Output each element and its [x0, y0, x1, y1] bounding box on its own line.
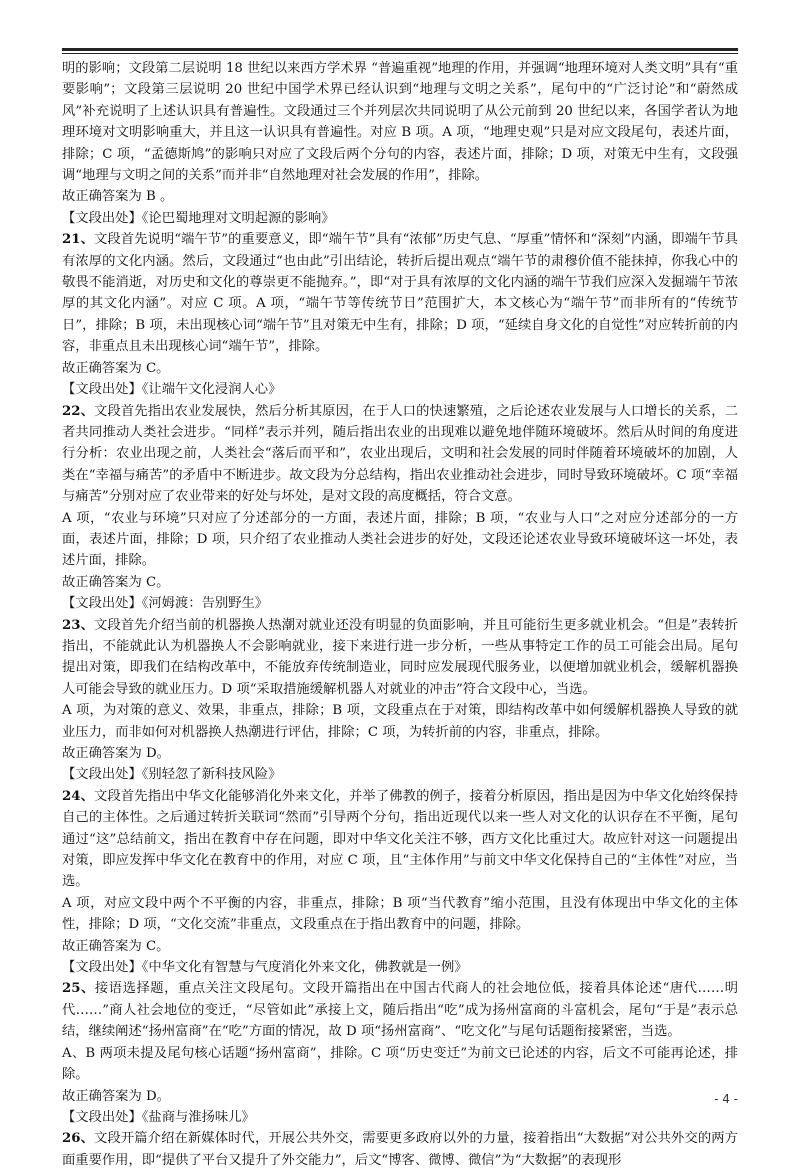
question-number: 25、: [62, 981, 95, 997]
paragraph: A、B 两项未提及尾句核心话题“扬州富商”，排除。C 项“历史变迁”为前文已论述的内容，后文不可能再论述，排除。: [62, 1045, 738, 1083]
page-content: [62, 58, 738, 1171]
paragraph: A 项，对应文段中两个不平衡的内容，非重点，排除；B 项“当代教育”缩小范围，且没有体现出中华文化的主体性，排除；D 项，“文化交流”非重点，文段重点在于指出教育中的问题，排除。: [62, 895, 738, 933]
source-line: 【文段出处】《别轻忽了新科技风险》: [62, 767, 282, 783]
question-number: 26、: [62, 1131, 95, 1147]
question-26: 26、文段开篇介绍在新媒体时代，开展公共外交，需要更多政府以外的力量，接着指出“大数据”对公共外交的两方面重要作用，即“提供了平台又提升了外交能力”，后文“博客、微博、微信”为“大数据”的表现形: [62, 1131, 738, 1168]
header-rule-thin: [62, 53, 738, 54]
question-number: 24、: [62, 788, 95, 804]
source-line: 【文段出处】《让端午文化浸润人心》: [62, 382, 282, 398]
source-line: 【文段出处】《论巴蜀地理对文明起源的影响》: [62, 210, 335, 226]
question-22: 22、文段首先指出农业发展快，然后分析其原因，在于人口的快速繁殖，之后论述农业发展与人口增长的关系，二者共同推动人类社会进步。“同样”表示并列，随后指出农业的出现难以避免地伴随环境破坏。然后从时间的角度进行分析：农业出现之前，人类社会“落后而平和”，农业出现后，文明和社会发展的同时伴随着环境破坏的加剧，人类在“幸福与痛苦”的矛盾中不断进步。故文段为分总结构，指出农业推动社会进步，同时导致环境破坏。C 项“幸福与痛苦”分别对应了农业带来的好处与坏处，是对文段的高度概括，符合文意。: [62, 403, 738, 505]
answer-line: 故正确答案为 C。: [62, 938, 170, 954]
answer-line: 故正确答案为 D。: [62, 1088, 170, 1104]
source-line: 【文段出处】《盐商与淮扬味儿》: [62, 1109, 255, 1125]
paragraph: 明的影响；文段第二层说明 18 世纪以来西方学术界 “普遍重视”地理的作用，并强调“地理环境对人类文明”具有“重要影响”；文段第三层说明 20 世纪中国学术界已经认识到“地理与文明之关系”，尾句中的“广泛讨论”和“蔚然成风”补充说明了上述认识具有普遍性。文段通过三个并列层次共同说明了从公元前到 20 世纪以来，各国学者认为地理环境对文明影响重大，并且这一认识具有普遍性。对应 B 项。A 项，“地理史观”只是对应文段尾句，表述片面，排除；C 项，“孟德斯鸠”的影响只对应了文段后两个分句的内容，表述片面，排除；D 项，对策无中生有，文段强调“地理与文明之间的关系”而并非“自然地理对社会发展的作用”，排除。: [62, 61, 738, 184]
question-number: 21、: [62, 232, 94, 248]
question-24: 24、文段首先指出中华文化能够消化外来文化，并举了佛教的例子，接着分析原因，指出是因为中华文化始终保持自己的主体性。之后通过转折关联词“然而”引导两个分句，指出近现代以来一些人对文化的认识存在不平衡，尾句通过“这”总结前文，指出在教育中存在问题，即对中华文化关注不够，西方文化比重过大。故应针对这一问题提出对策，即应发挥中华文化在教育中的作用，对应 C 项，且“主体作用”与前文中华文化保持自己的“主体性”对应，当选。: [62, 788, 738, 890]
page-number: - 4 -: [714, 1092, 738, 1106]
answer-line: 故正确答案为 C。: [62, 360, 170, 376]
paragraph: A 项，为对策的意义、效果，非重点，排除；B 项，文段重点在于对策，即结构改革中如何缓解机器换人导致的就业压力，而非如何对机器换人热潮进行评估，排除；C 项，为转折前的内容，非重点，排除。: [62, 703, 738, 740]
source-line: 【文段出处】《中华文化有智慧与气度消化外来文化，佛教就是一例》: [62, 960, 468, 976]
question-23: 23、文段首先介绍当前的机器换人热潮对就业还没有明显的负面影响，并且可能衍生更多就业机会。“但是”表转折指出，不能就此认为机器换人不会影响就业，接下来进行进一步分析，一些从事特定工作的员工可能会出局。尾句提出对策，即我们在结构改革中，不能放弃传统制造业，同时应发展现代服务业，以便增加就业机会，缓解机器换人可能会导致的就业压力。D 项“采取措施缓解机器人对就业的冲击”符合文段中心，当选。: [62, 617, 738, 697]
answer-line: 故正确答案为 C。: [62, 574, 170, 590]
question-25: 25、接语选择题，重点关注文段尾句。文段开篇指出在中国古代商人的社会地位低，接着具体论述“唐代……明代……”商人社会地位的变迁，“尽管如此”承接上文，随后指出“吃”成为扬州富商的斗富机会，尾句“于是”表示总结，继续阐述“扬州富商”在“吃”方面的情况，故 D 项“扬州富商”、“吃文化”与尾句话题衔接紧密，当选。: [62, 981, 738, 1040]
answer-line: 故正确答案为 B 。: [62, 189, 174, 205]
header-rule-thick: [62, 48, 738, 51]
source-line: 【文段出处】《河姆渡：告别野生》: [62, 596, 269, 612]
question-number: 22、: [62, 403, 95, 419]
question-number: 23、: [62, 617, 95, 633]
paragraph: A 项，“农业与环境”只对应了分述部分的一方面，表述片面，排除；B 项，“农业与人口”之对应分述部分的一方面，表述片面，排除；D 项，只介绍了农业推动人类社会进步的好处，文段还论述农业导致环境破坏这一坏处，表述片面，排除。: [62, 510, 738, 569]
answer-line: 故正确答案为 D。: [62, 746, 170, 761]
question-21: 21、文段首先说明“端午节”的重要意义，即“端午节”具有“浓郁”历史气息、“厚重”情怀和“深刻”内涵，即端午节具有浓厚的文化内涵。然后，文段通过“也由此”引出结论，转折后提出观点“端午节的肃穆价值不能抹掉，你我心中的敬畏不能消逝，对历史和文化的尊崇更不能抛弃。”，即“对于具有浓厚的文化内涵的端午节我们应深入发掘端午节浓厚的其文化内涵”。对应 C 项。A 项，“端午节等传统节日”范围扩大，本文核心为“端午节”而非所有的“传统节日”，排除；B 项，未出现核心词“端午节”且对策无中生有，排除；D 项，“延续自身文化的自觉性”对应转折前的内容，非重点且未出现核心词“端午节”，排除。: [62, 232, 738, 355]
